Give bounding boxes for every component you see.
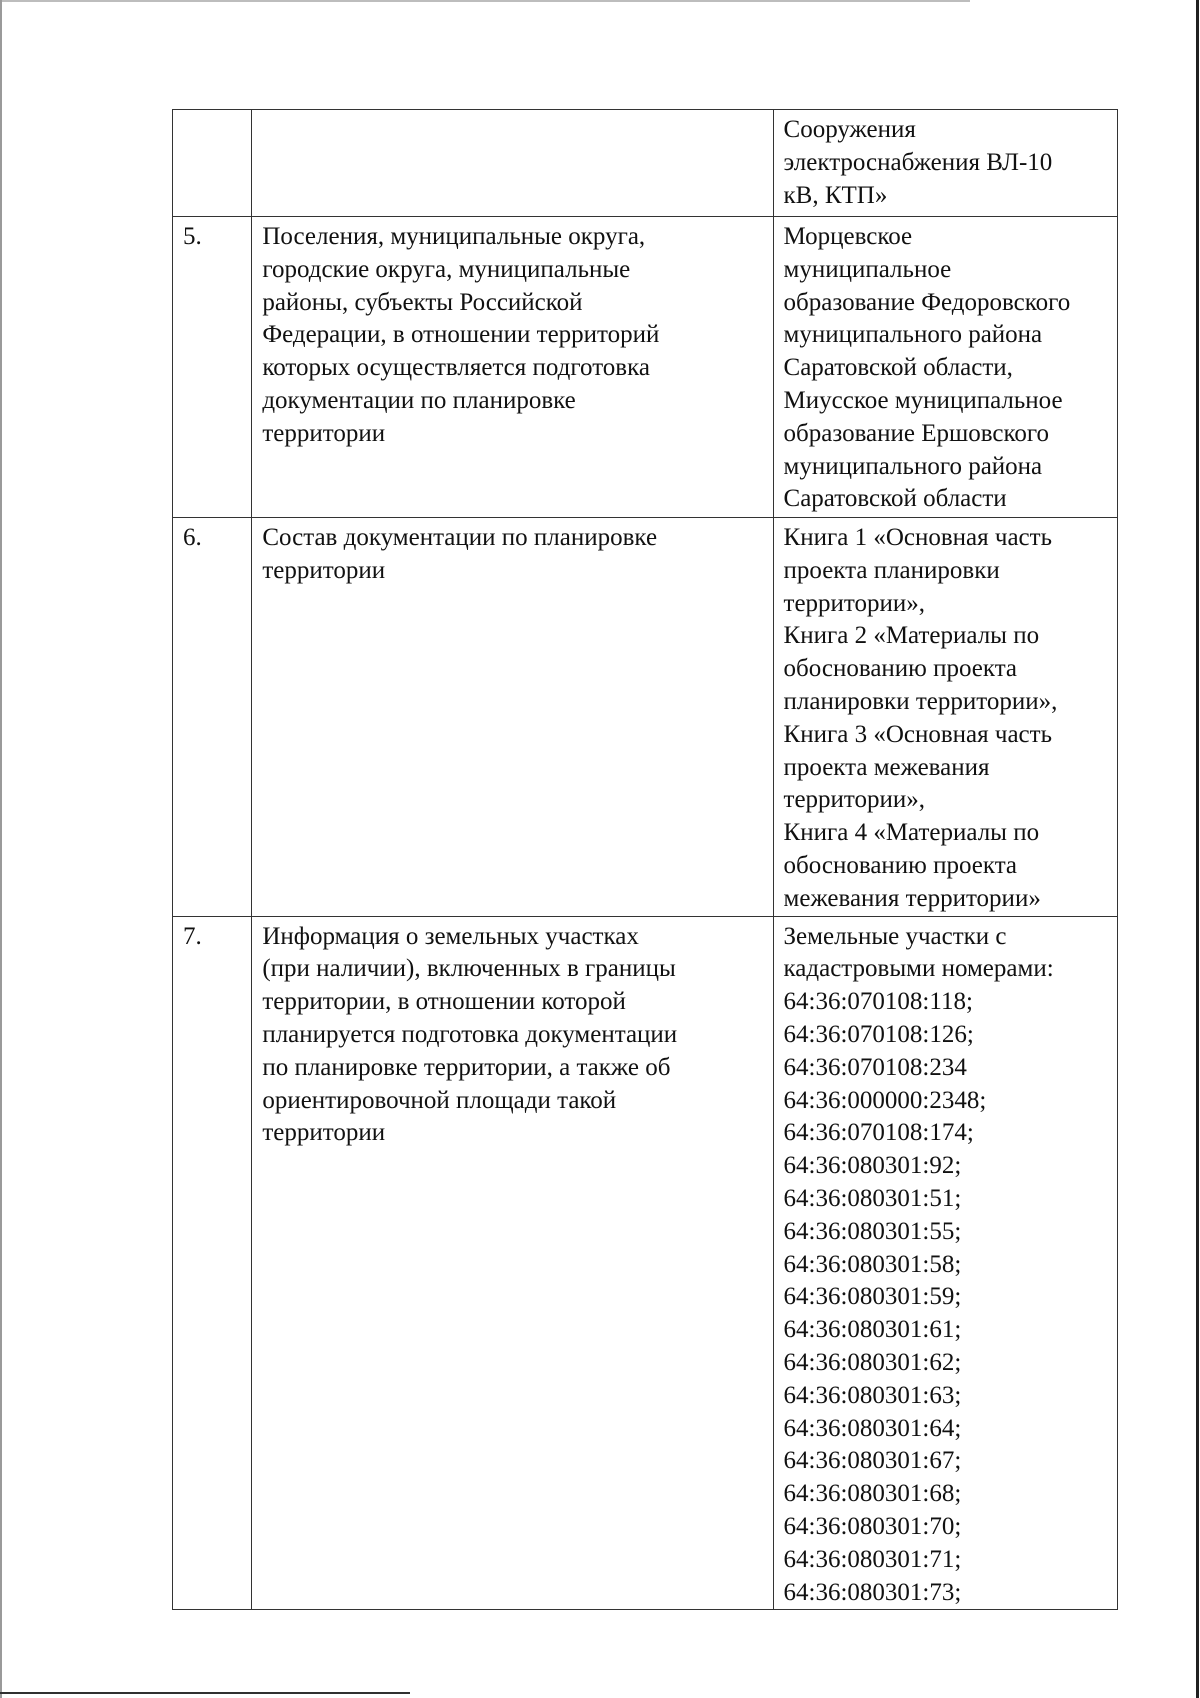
row-name-cell: Информация о земельных участках (при наличии), включенных в границы территории, в отношении которой планируется подготовка документации по планировке территории, а также об ориентировочной площади такой территории bbox=[252, 916, 773, 1610]
table-row bbox=[173, 916, 1118, 1610]
row-name-cell: Поселения, муниципальные округа, городские округа, муниципальные районы, субъекты Российской Федерации, в отношении территорий которых осуществляется подготовка документации по планировке территории bbox=[252, 217, 773, 518]
row-number-cell: 5. bbox=[173, 217, 252, 518]
row-value-cell: Сооружения электроснабжения ВЛ-10 кВ, КТП» bbox=[773, 110, 1117, 217]
row-value-cell: Земельные участки с кадастровыми номерами: 64:36:070108:118; 64:36:070108:126; 64:36:070108:234 64:36:000000:2348; 64:36:070108:174; 64:36:080301:92; 64:36:080301:51; 64:36:080301:55; 64:36:080301:58; 64:36:080301:59; 64:36:080301:61; 64:36:080301:62; 64:36:080301:63; 64:36:080301:64; 64:36:080301:67; 64:36:080301:68; 64:36:080301:70; 64:36:080301:71; 64:36:080301:73; bbox=[773, 916, 1117, 1610]
table-row bbox=[173, 518, 1118, 917]
row-value-cell: Книга 1 «Основная часть проекта планировки территории», Книга 2 «Материалы по обоснованию проекта планировки территории», Книга 3 «Основная часть проекта межевания территории», Книга 4 «Материалы по обоснованию проекта межевания территории» bbox=[773, 518, 1117, 917]
row-number-cell bbox=[173, 110, 252, 217]
scan-edge-right bbox=[1196, 0, 1199, 1698]
document-table bbox=[172, 109, 1118, 1610]
row-value-cell: Морцевское муниципальное образование Федоровского муниципального района Саратовской области, Миусское муниципальное образование Ершовского муниципального района Саратовской области bbox=[773, 217, 1117, 518]
table-row bbox=[173, 110, 1118, 217]
row-name-cell bbox=[252, 110, 773, 217]
table-row bbox=[173, 217, 1118, 518]
scan-edge-bottom bbox=[0, 1692, 410, 1694]
row-number-cell: 7. bbox=[173, 916, 252, 1610]
row-number-cell: 6. bbox=[173, 518, 252, 917]
row-name-cell: Состав документации по планировке территории bbox=[252, 518, 773, 917]
scan-edge-top bbox=[0, 0, 970, 2]
scan-edge-left bbox=[0, 0, 2, 1698]
